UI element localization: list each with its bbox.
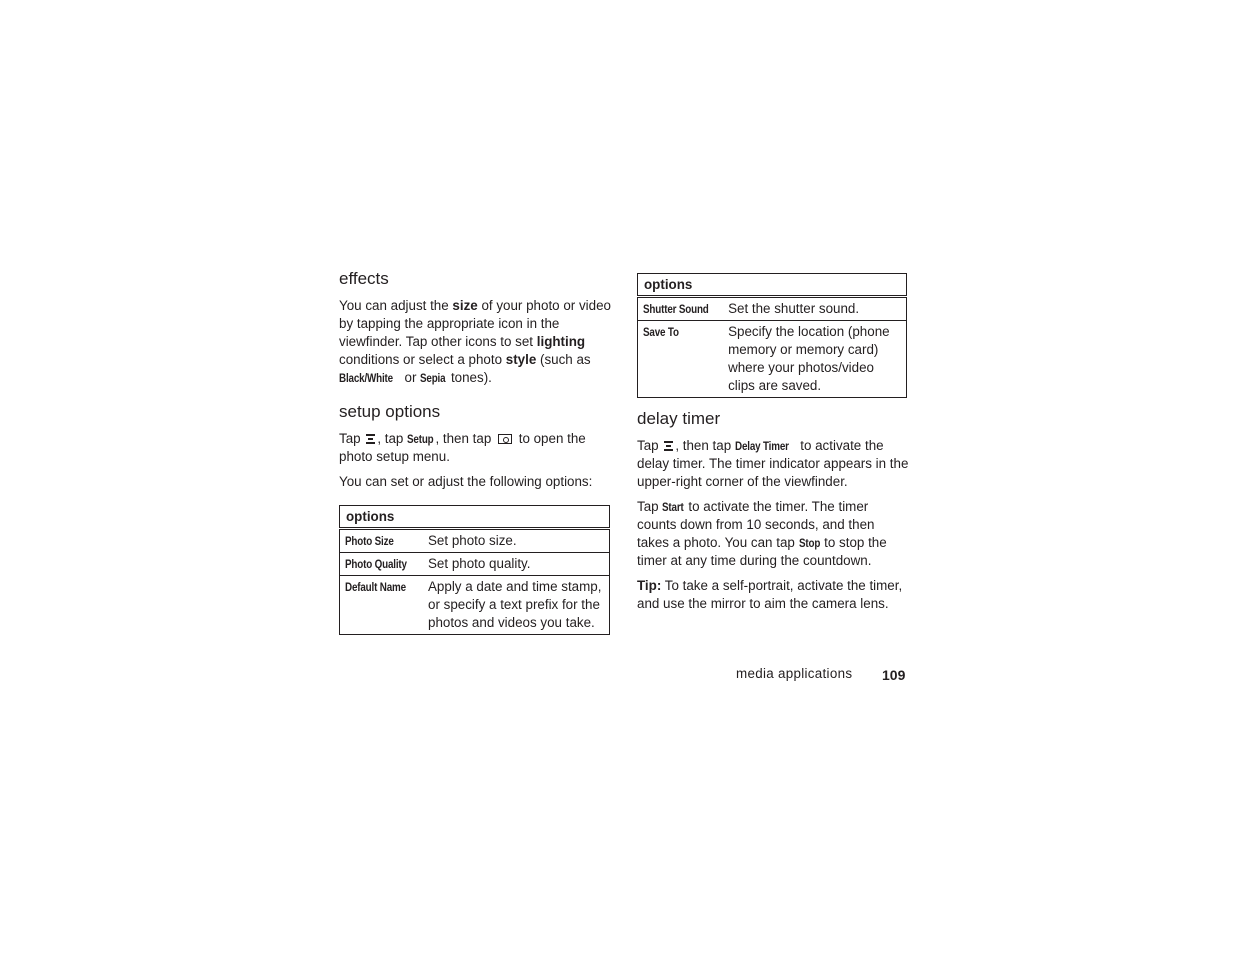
table-header: options [638,274,907,297]
table-row [638,321,907,398]
option-key: Default Name [345,580,406,594]
table-row [340,576,610,635]
table-row [638,297,907,321]
option-desc: Set photo quality. [423,553,610,576]
option-key: Photo Size [345,534,394,548]
more-options-table [637,273,907,398]
tip-paragraph: Tip: To take a self-portrait, activate the timer, and use the mirror to aim the camera lens. [637,578,903,611]
size-term: size [452,298,478,313]
page-number: 109 [882,667,906,683]
menu-icon [366,434,375,444]
setup-key: Setup [407,432,434,446]
effects-paragraph: You can adjust the size of your photo or video by tapping the appropriate icon in the viewfinder. Tap other icons to set lighting conditions or select a photo style (such as Black/White or Sepia tones). [339,298,611,385]
delay-timer-key: Delay Timer [734,439,789,453]
section-name: media applications [736,666,853,681]
delay-timer-heading: delay timer [637,409,721,428]
setup-options-heading: setup options [339,402,441,421]
setup-instructions: Tap , tap Setup , then tap to open the photo setup menu. [339,431,586,464]
table-row [340,529,610,553]
table-header: options [340,506,610,529]
setup-options-table [339,505,610,635]
option-desc: Set photo size. [423,529,610,553]
option-key: Shutter Sound [643,302,709,316]
tip-label: Tip: [637,578,662,593]
black-white-option: Black/White [339,371,393,385]
table-row [340,553,610,576]
menu-icon [664,441,673,451]
lighting-term: lighting [536,334,586,349]
camera-icon [498,434,512,444]
option-key: Photo Quality [345,557,407,571]
delay-paragraph-2: Tap Start to activate the timer. The timer counts down from 10 seconds, and then takes a photo. You can tap Stop to stop the timer at any time during the countdown. [637,499,887,568]
delay-paragraph-1: Tap , then tap Delay Timer to activate the delay timer. The timer indicator appears in the upper-right corner of the viewfinder. [637,438,909,489]
option-desc: Set the shutter sound. [723,297,906,321]
effects-heading: effects [339,269,389,288]
setup-intro: You can set or adjust the following options: [339,474,593,489]
stop-key: Stop [798,536,820,550]
option-desc: Specify the location (phone memory or memory card) where your photos/video clips are saved. [723,321,906,398]
option-desc: Apply a date and time stamp, or specify a text prefix for the photos and videos you take. [423,576,610,635]
start-key: Start [662,500,684,514]
sepia-option: Sepia [420,371,446,385]
style-term: style [505,352,537,367]
option-key: Save To [643,325,679,339]
